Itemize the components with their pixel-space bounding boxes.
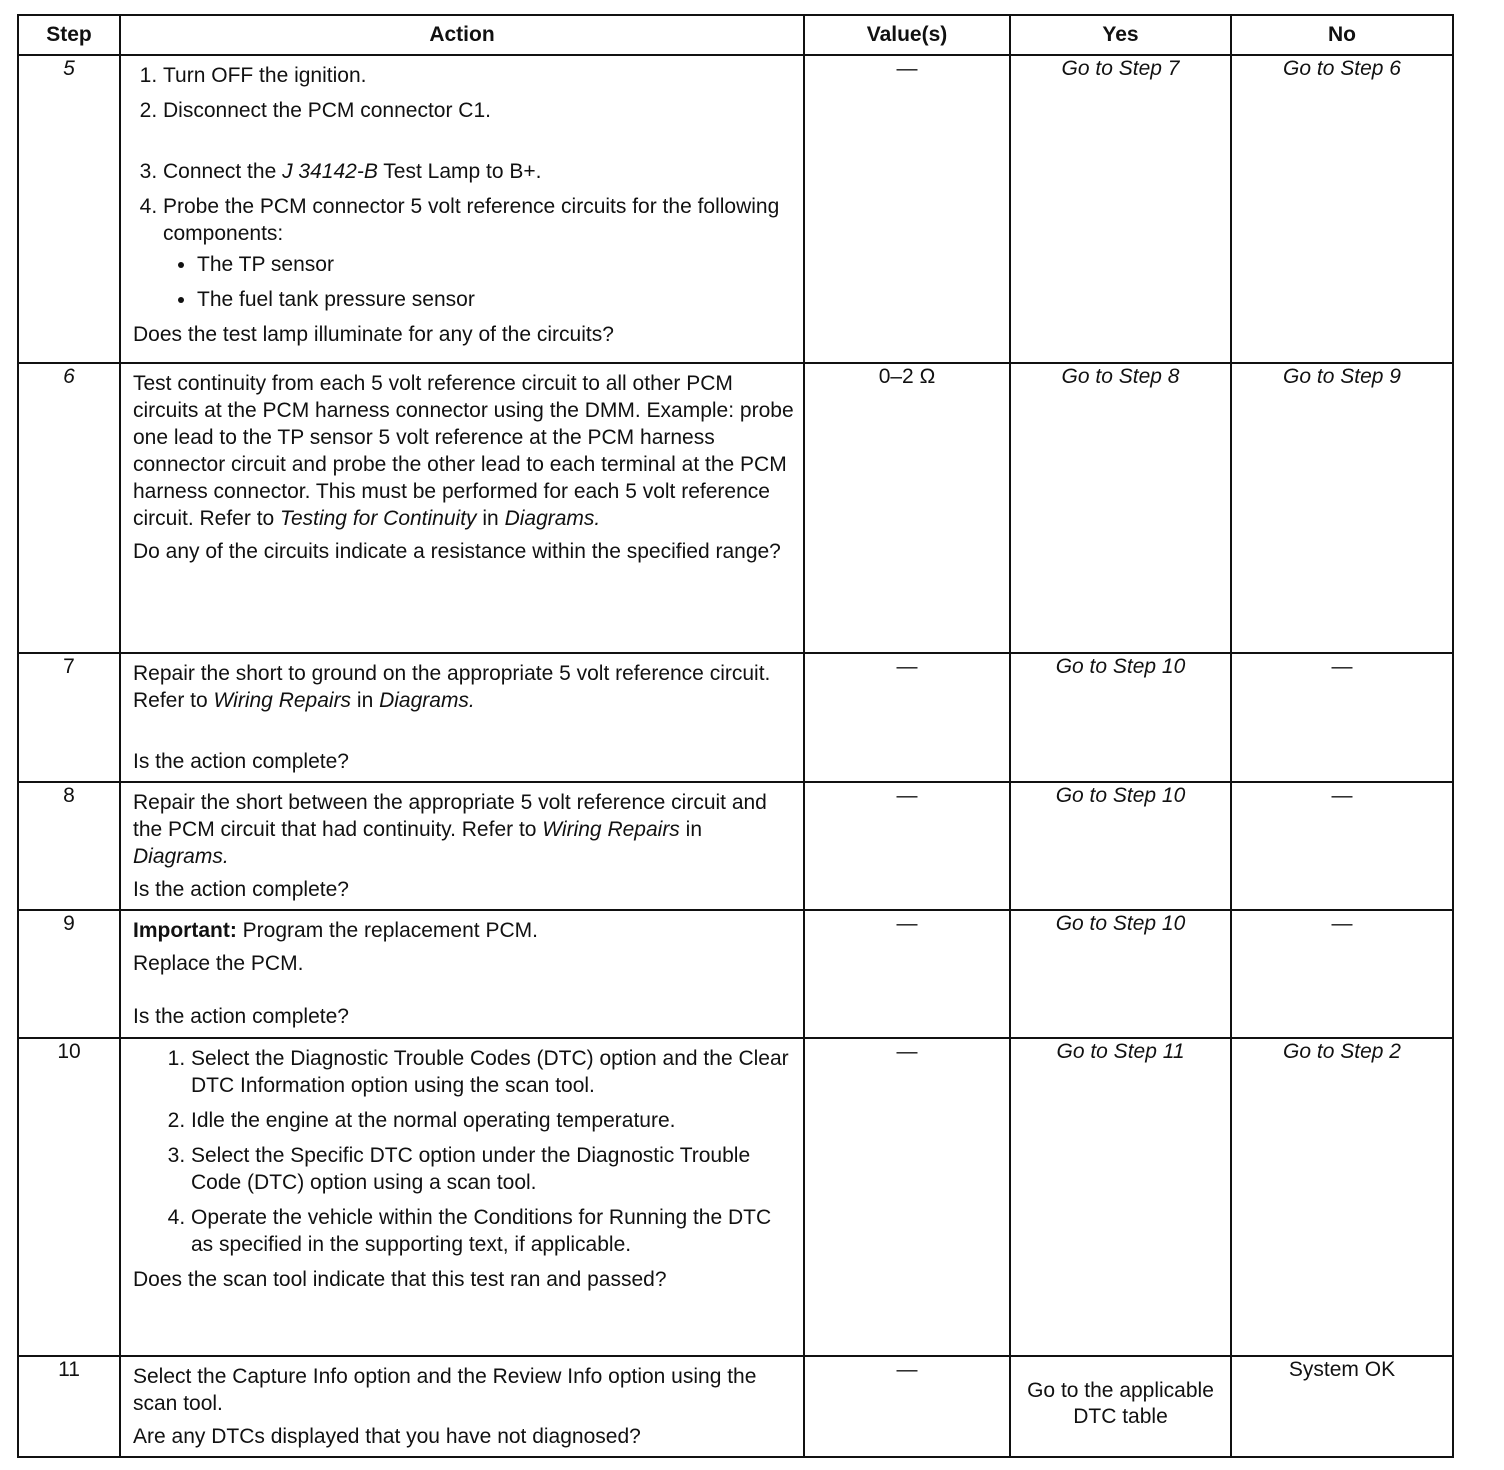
action-question: Do any of the circuits indicate a resistance within the specified range? bbox=[133, 540, 781, 563]
action-text: Replace the PCM. bbox=[133, 952, 304, 975]
reference-link: Wiring Repairs bbox=[213, 689, 352, 712]
tool-number: J 34142-B bbox=[282, 160, 378, 183]
no-cell: System OK bbox=[1231, 1356, 1453, 1457]
no-cell: — bbox=[1231, 910, 1453, 1038]
important-note bbox=[133, 917, 795, 944]
action-text bbox=[133, 660, 795, 714]
step-number: 6 bbox=[18, 363, 120, 653]
action-body: Repair the short between the appropriate 5 volt reference circuit and the PCM circuit that had continuity. Refer to bbox=[133, 791, 767, 841]
list-item: 1. Turn OFF the ignition. bbox=[163, 62, 795, 89]
step-number: 5 bbox=[18, 55, 120, 363]
action-cell bbox=[120, 55, 804, 363]
action-text: Select the Capture Info option and the Review Info option using the scan tool. bbox=[133, 1365, 757, 1415]
step-number: 8 bbox=[18, 782, 120, 910]
table-row bbox=[18, 1356, 1453, 1457]
list-item: 1. Select the Diagnostic Trouble Codes (DTC) option and the Clear DTC Information option using the scan tool. bbox=[191, 1045, 795, 1099]
value-cell: 0–2 Ω bbox=[804, 363, 1010, 653]
list-item: 3. Select the Specific DTC option under the Diagnostic Trouble Code (DTC) option using a scan tool. bbox=[191, 1142, 795, 1196]
yes-cell: Go to Step 11 bbox=[1010, 1038, 1231, 1356]
action-steps bbox=[133, 1045, 795, 1258]
header-action: Action bbox=[120, 15, 804, 55]
header-no: No bbox=[1231, 15, 1453, 55]
no-cell: Go to Step 9 bbox=[1231, 363, 1453, 653]
bullet-item: • The fuel tank pressure sensor bbox=[197, 286, 795, 313]
step-number: 9 bbox=[18, 910, 120, 1038]
important-text: Program the replacement PCM. bbox=[236, 919, 538, 942]
action-text bbox=[133, 370, 795, 532]
bullet-item: • The TP sensor bbox=[197, 251, 795, 278]
important-label: Important: bbox=[133, 919, 237, 942]
item-prefix: Connect the bbox=[163, 160, 283, 183]
table-row bbox=[18, 363, 1453, 653]
step-number: 7 bbox=[18, 653, 120, 782]
action-body: in bbox=[476, 507, 505, 530]
list-item bbox=[163, 193, 795, 313]
spacer bbox=[133, 720, 795, 748]
yes-cell: Go to Step 8 bbox=[1010, 363, 1231, 653]
action-body: in bbox=[679, 818, 702, 841]
bullet-list bbox=[163, 251, 795, 313]
table-row bbox=[18, 910, 1453, 1038]
action-question: Is the action complete? bbox=[133, 750, 349, 773]
spacer bbox=[133, 983, 795, 1003]
value-cell: — bbox=[804, 1356, 1010, 1457]
value-cell: — bbox=[804, 653, 1010, 782]
header-step: Step bbox=[18, 15, 120, 55]
table-row bbox=[18, 782, 1453, 910]
reference-link: Testing for Continuity bbox=[280, 507, 477, 530]
header-yes: Yes bbox=[1010, 15, 1231, 55]
yes-cell: Go to Step 10 bbox=[1010, 910, 1231, 1038]
step-number: 10 bbox=[18, 1038, 120, 1356]
item-suffix: Test Lamp to B+. bbox=[383, 160, 542, 183]
header-row bbox=[18, 15, 1453, 55]
list-item: 2. Disconnect the PCM connector C1. bbox=[163, 97, 795, 124]
value-cell: — bbox=[804, 55, 1010, 363]
list-item: 4. Operate the vehicle within the Conditions for Running the DTC as specified in the supporting text, if applicable. bbox=[191, 1204, 795, 1258]
action-body: Repair the short to ground on the appropriate 5 volt reference circuit. Refer to bbox=[133, 662, 771, 712]
value-cell: — bbox=[804, 1038, 1010, 1356]
action-question: Does the scan tool indicate that this test ran and passed? bbox=[133, 1268, 667, 1291]
no-cell: — bbox=[1231, 653, 1453, 782]
table-row bbox=[18, 55, 1453, 363]
diagnostic-table bbox=[17, 14, 1454, 1458]
action-cell bbox=[120, 1038, 804, 1356]
no-cell: — bbox=[1231, 782, 1453, 910]
no-cell: Go to Step 6 bbox=[1231, 55, 1453, 363]
action-cell bbox=[120, 363, 804, 653]
action-body: in bbox=[351, 689, 380, 712]
action-cell bbox=[120, 1356, 804, 1457]
action-question: Does the test lamp illuminate for any of the circuits? bbox=[133, 323, 614, 346]
list-item: 2. Idle the engine at the normal operating temperature. bbox=[191, 1107, 795, 1134]
action-cell bbox=[120, 910, 804, 1038]
reference-link: Diagrams. bbox=[379, 689, 475, 712]
action-cell bbox=[120, 782, 804, 910]
reference-link: Diagrams. bbox=[133, 845, 229, 868]
yes-cell: Go to Step 7 bbox=[1010, 55, 1231, 363]
value-cell: — bbox=[804, 910, 1010, 1038]
step-number: 11 bbox=[18, 1356, 120, 1457]
action-body: Test continuity from each 5 volt reference circuit to all other PCM circuits at the PCM harness connector using the DMM. Example: probe one lead to the TP sensor 5 volt reference at the PCM harness connector circuit and probe the other lead to each terminal at the PCM harness connector. This must be performed for each 5 volt reference circuit. Refer to bbox=[133, 372, 794, 530]
action-question: Is the action complete? bbox=[133, 878, 349, 901]
table-row bbox=[18, 1038, 1453, 1356]
action-steps bbox=[133, 62, 795, 313]
item-text: Probe the PCM connector 5 volt reference circuits for the following components: bbox=[163, 195, 780, 245]
action-question: Are any DTCs displayed that you have not diagnosed? bbox=[133, 1425, 641, 1448]
yes-cell: Go to Step 10 bbox=[1010, 782, 1231, 910]
action-text bbox=[133, 789, 795, 870]
header-values: Value(s) bbox=[804, 15, 1010, 55]
list-item bbox=[163, 158, 795, 185]
table-row bbox=[18, 653, 1453, 782]
reference-link: Diagrams. bbox=[504, 507, 601, 530]
action-cell bbox=[120, 653, 804, 782]
value-cell: — bbox=[804, 782, 1010, 910]
action-question: Is the action complete? bbox=[133, 1005, 349, 1028]
no-cell: Go to Step 2 bbox=[1231, 1038, 1453, 1356]
reference-link: Wiring Repairs bbox=[542, 818, 680, 841]
yes-cell: Go to the applicable DTC table bbox=[1010, 1356, 1231, 1457]
yes-cell: Go to Step 10 bbox=[1010, 653, 1231, 782]
